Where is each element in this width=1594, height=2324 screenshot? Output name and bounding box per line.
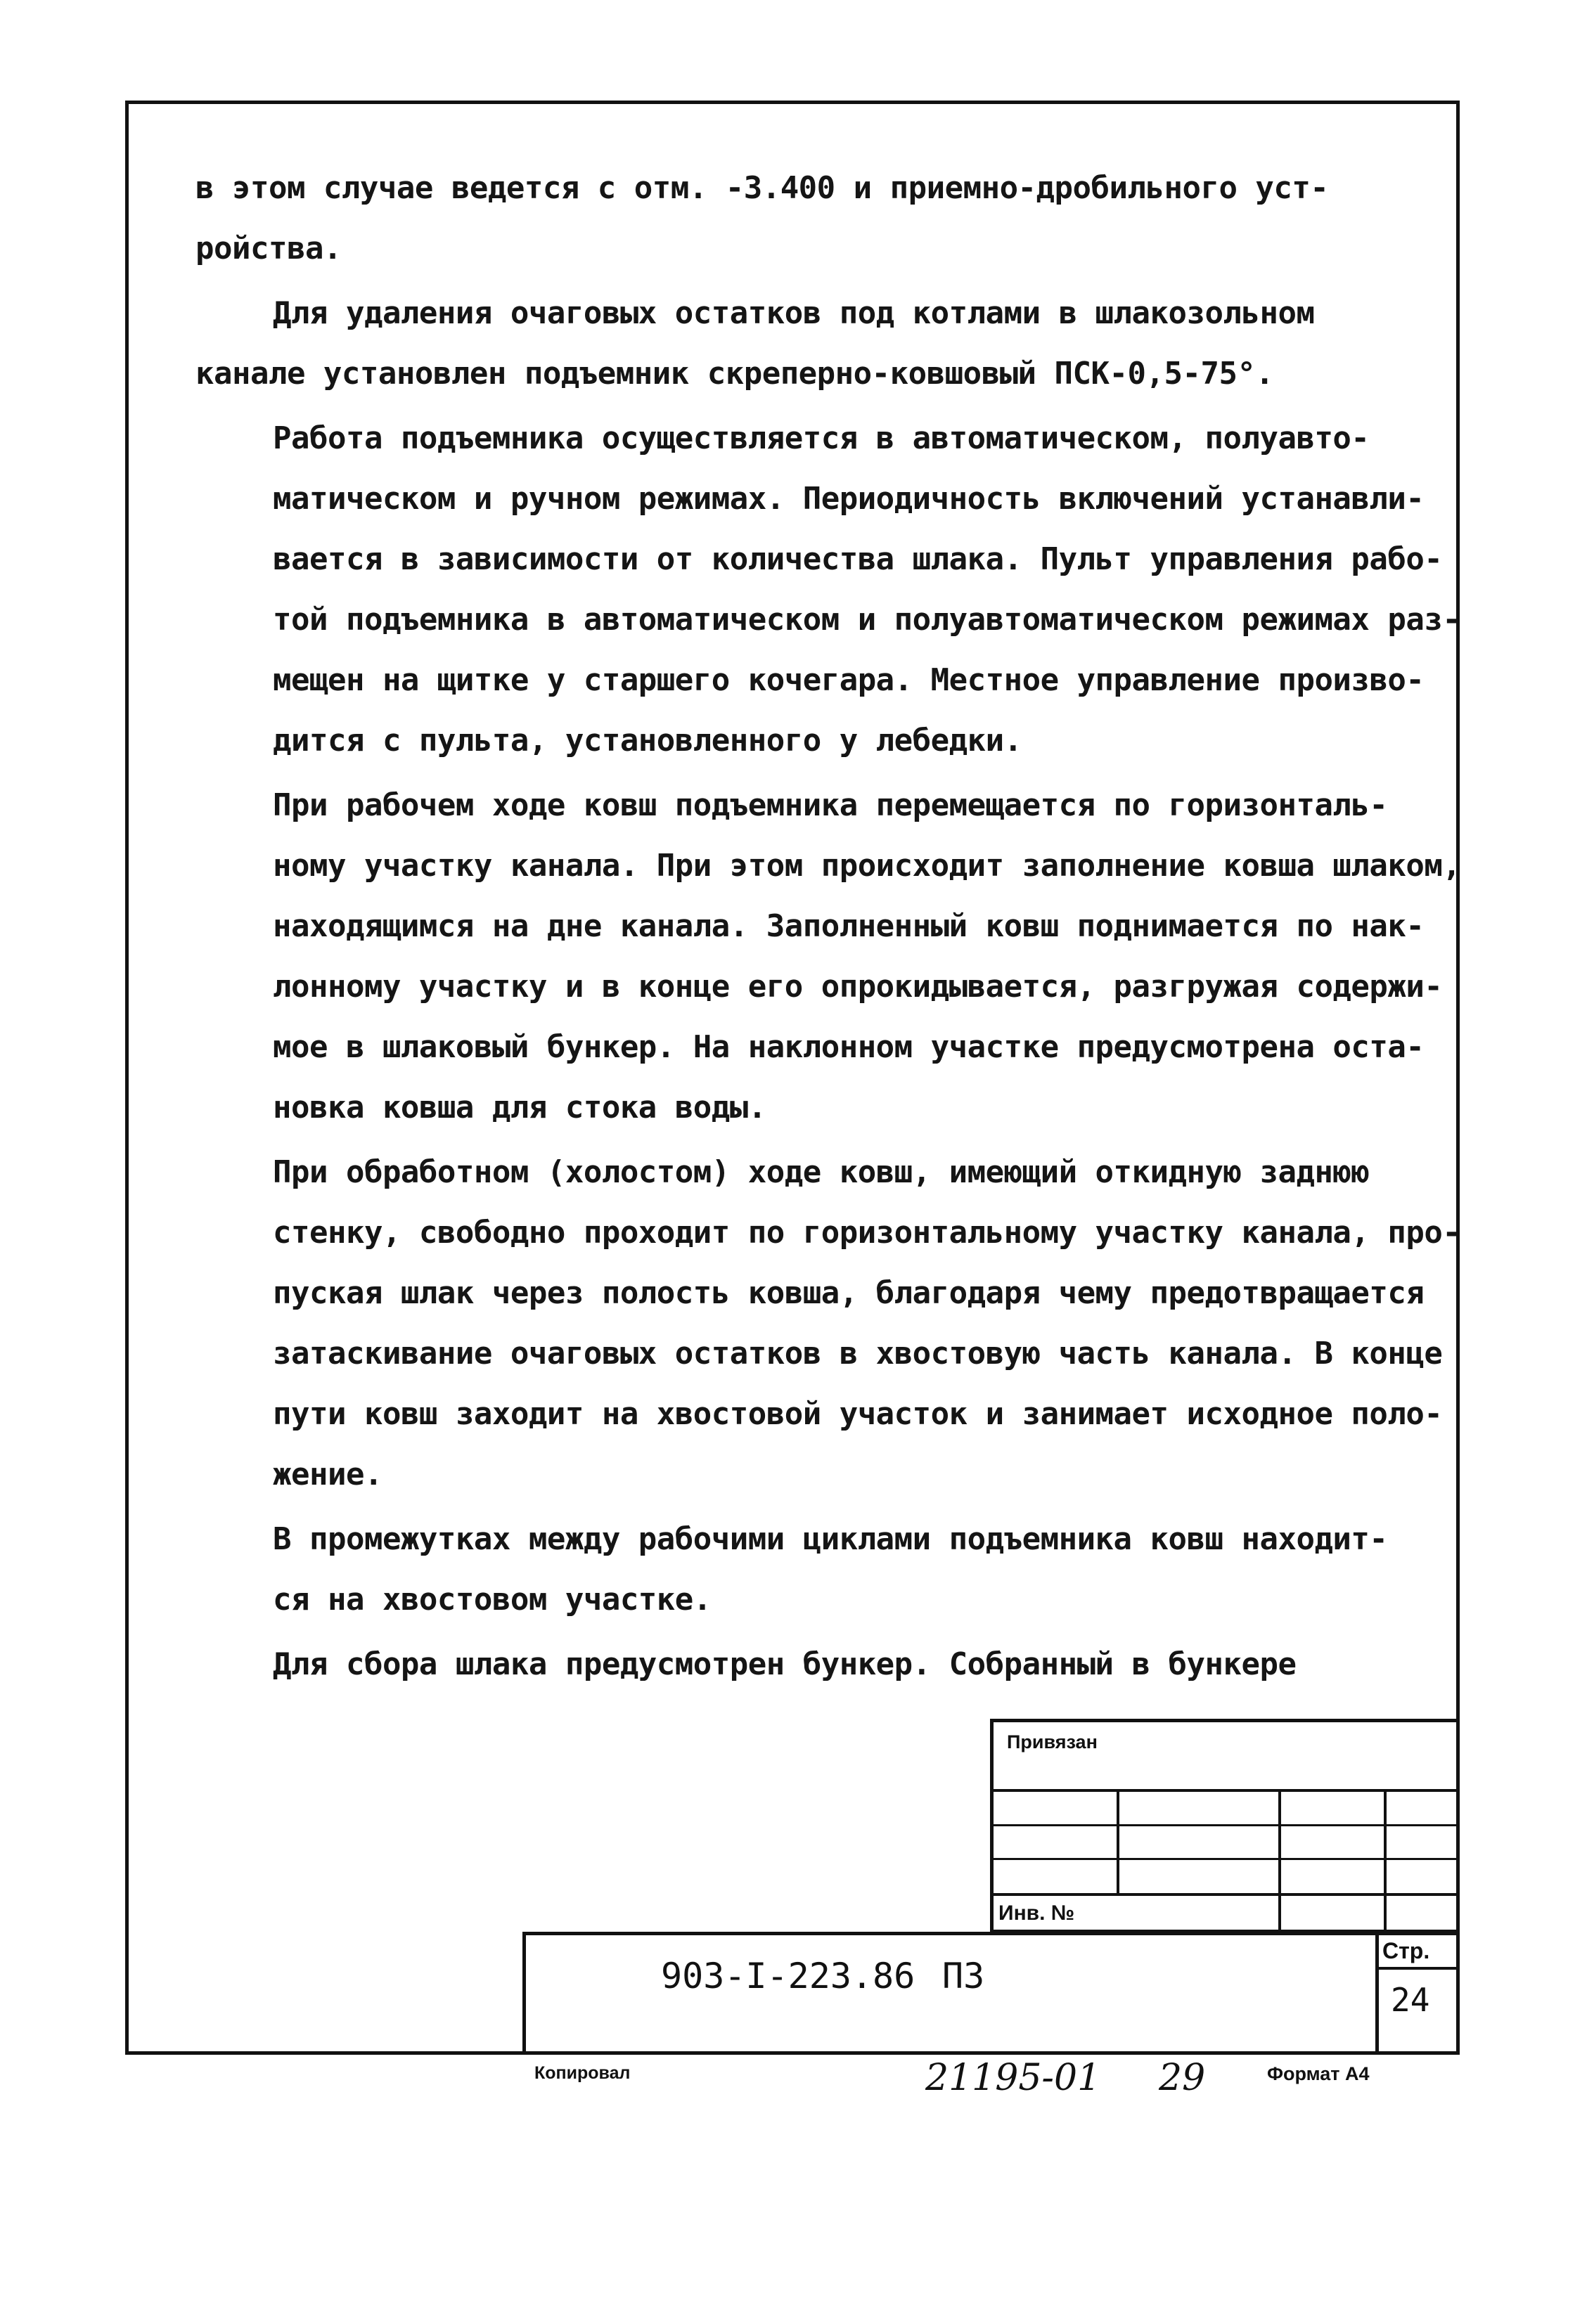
text-line: вается в зависимости от количества шлака. Пульт управления рабо- [273,541,1443,577]
frame-border-top [125,101,1460,104]
text-line: дится с пульта, установленного у лебедки. [273,723,1022,758]
text-line: Для удаления очаговых остатков под котлами в шлакозольном [273,295,1315,331]
binding-label: Привязан [1007,1731,1098,1752]
text-line: мое в шлаковый бункер. На наклонном участке предусмотрена оста- [273,1029,1425,1065]
stamp-rule [990,1893,1460,1896]
text-line: В промежутках между рабочими циклами подъемника ковш находит- [273,1521,1388,1557]
text-line: пути ковш заходит на хвостовой участок и занимает исходное поло- [273,1396,1443,1432]
stamp-rule [1117,1789,1119,1896]
title-block-divider [1375,1967,1460,1970]
paragraph-5 [195,1142,1461,1505]
body-text [195,158,1461,1699]
paragraph-3 [195,408,1461,771]
text-line: ся на хвостовом участке. [273,1582,712,1618]
text-line: ройства. [195,231,342,266]
paragraph-1 [195,158,1419,279]
text-line: При обработном (холостом) ходе ковш, имеющий откидную заднюю [273,1154,1370,1190]
paragraph-2 [195,283,1419,404]
stamp-rule [1278,1789,1281,1933]
text-line: лонному участку и в конце его опрокидывается, разгружая содержи- [273,969,1443,1005]
text-line: затаскивание очаговых остатков в хвостовую часть канала. В конце [273,1336,1443,1371]
text-line: Для сбора шлака предусмотрен бункер. Собранный в бункере [273,1646,1297,1682]
sheet-label: Стр. [1382,1938,1430,1963]
stamp-rule [990,1824,1460,1826]
text-line: При рабочем ходе ковш подъемника перемещается по горизонталь- [273,787,1388,823]
stamp-rule [1384,1789,1387,1933]
paragraph-7 [195,1634,1419,1695]
text-line: в этом случае ведется с отм. -3.400 и приемно-дробильного уст- [195,170,1329,206]
title-block-divider [1375,1932,1379,2055]
text-line: пуская шлак через полость ковша, благодаря чему предотвращается [273,1275,1425,1311]
sheet-number: 24 [1391,1981,1430,2019]
handwritten-order-number: 21195-01 [925,2057,1101,2099]
text-line: жение. [273,1457,383,1492]
format-label: Формат А4 [1267,2063,1370,2084]
paragraph-4 [195,775,1461,1138]
copied-label: Копировал [534,2063,631,2083]
document-code: 903-I-223.86 [661,1956,915,1996]
text-line: Работа подъемника осуществляется в автоматическом, полуавто- [273,420,1370,456]
text-line: канале установлен подъемник скреперно-ковшовый ПСК-0,5-75°. [195,356,1274,392]
paragraph-6 [195,1509,1419,1630]
text-line: той подъемника в автоматическом и полуавтоматическом режимах раз- [273,602,1461,638]
text-line: новка ковша для стока воды. [273,1090,766,1125]
text-line: мещен на щитке у старшего кочегара. Местное управление произво- [273,662,1425,698]
inventory-number-label: Инв. № [998,1902,1075,1925]
stamp-rule [990,1858,1460,1860]
document-type: ПЗ [942,1956,985,1996]
text-line: матическом и ручном режимах. Периодичность включений устанавли- [273,481,1425,517]
handwritten-page-number: 29 [1159,2057,1206,2099]
text-line: находящимся на дне канала. Заполненный ковш поднимается по нак- [273,908,1425,944]
text-line: ному участку канала. При этом происходит заполнение ковша шлаком, [273,848,1461,884]
frame-border-left [125,101,129,2055]
stamp-rule [990,1789,1460,1792]
text-line: стенку, свободно проходит по горизонтальному участку канала, про- [273,1215,1461,1251]
